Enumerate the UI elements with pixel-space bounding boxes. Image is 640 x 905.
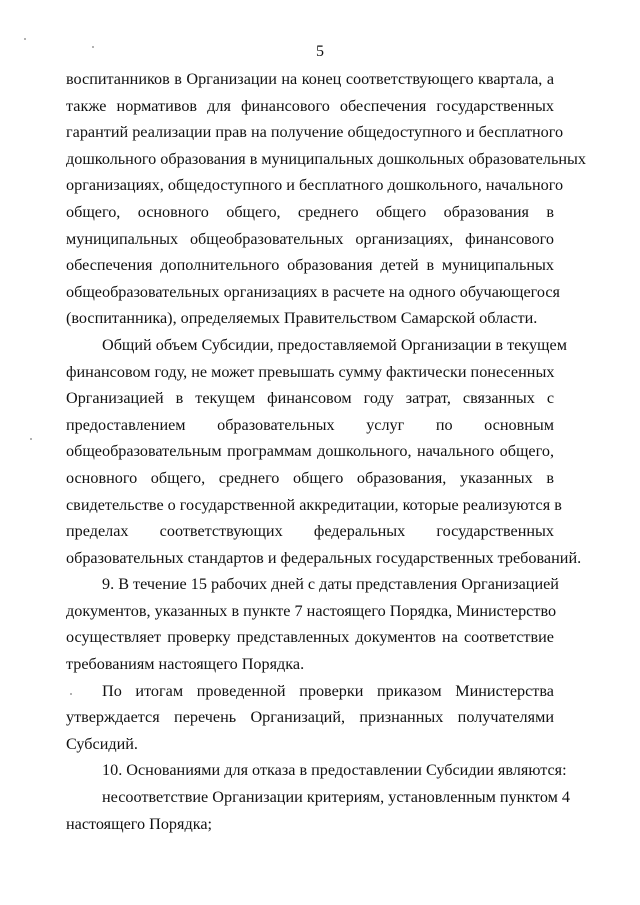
paragraph-verification-result	[66, 678, 554, 758]
scan-speck	[30, 438, 32, 440]
text-line: 10. Основаниями для отказа в предоставлении Субсидии являются:	[102, 761, 567, 780]
text-line: гарантий реализации прав на получение общедоступного и бесплатного	[66, 123, 564, 142]
text-line: основного общего, среднего общего образования, указанных в	[66, 468, 554, 487]
text-line: предоставлением образовательных услуг по основным	[66, 415, 554, 434]
text-line: финансовом году, не может превышать сумму фактически понесенных	[66, 362, 555, 381]
text-line: образовательных стандартов и федеральных государственных требований.	[66, 548, 582, 567]
paragraph-item-10	[66, 757, 567, 784]
text-line: настоящего Порядка;	[66, 814, 213, 833]
paragraph-subsidy-volume	[66, 332, 582, 571]
text-line: Общий объем Субсидии, предоставляемой Организации в текущем	[102, 335, 567, 354]
text-line: документов, указанных в пункте 7 настоящего Порядка, Министерство	[66, 601, 557, 620]
text-line: общего, основного общего, среднего общего образования в	[66, 202, 554, 221]
text-line: свидетельстве о государственной аккредитации, которые реализуются в	[66, 495, 562, 514]
text-line: Субсидий.	[66, 734, 138, 753]
text-line: пределах соответствующих федеральных государственных	[66, 522, 554, 541]
page-number: 5	[316, 43, 324, 60]
scan-speck	[24, 38, 26, 40]
text-line: организациях, общедоступного и бесплатного дошкольного, начального	[66, 176, 564, 195]
text-line: (воспитанника), определяемых Правительством Самарской области.	[66, 309, 538, 328]
paragraph-continuation	[66, 66, 586, 332]
text-line: По итогам проведенной проверки приказом Министерства	[102, 681, 554, 700]
text-line: Организацией в текущем финансовом году затрат, связанных с	[66, 389, 554, 408]
text-line: обеспечения дополнительного образования детей в муниципальных	[66, 256, 554, 275]
text-line: дошкольного образования в муниципальных дошкольных образовательных	[66, 149, 586, 168]
text-line: несоответствие Организации критериям, установленным пунктом 4	[102, 788, 571, 807]
text-line: осуществляет проверку представленных документов на соответствие	[66, 628, 554, 647]
text-line: муниципальных общеобразовательных организациях, финансового	[66, 229, 554, 248]
scan-speck	[70, 693, 72, 695]
text-line: общеобразовательным программам дошкольного, начального общего,	[66, 442, 554, 461]
text-line: утверждается перечень Организаций, признанных получателями	[66, 708, 554, 727]
text-line: также нормативов для финансового обеспечения государственных	[66, 96, 554, 115]
text-line: общеобразовательных организациях в расчете на одного обучающегося	[66, 282, 560, 301]
text-line: 9. В течение 15 рабочих дней с даты представления Организацией	[102, 575, 559, 594]
document-body	[66, 66, 586, 837]
text-line: требованиям настоящего Порядка.	[66, 655, 305, 674]
text-line: воспитанников в Организации на конец соответствующего квартала, а	[66, 70, 554, 88]
paragraph-item-9	[66, 571, 559, 677]
paragraph-refusal-ground	[66, 784, 571, 837]
scan-speck	[92, 46, 94, 48]
